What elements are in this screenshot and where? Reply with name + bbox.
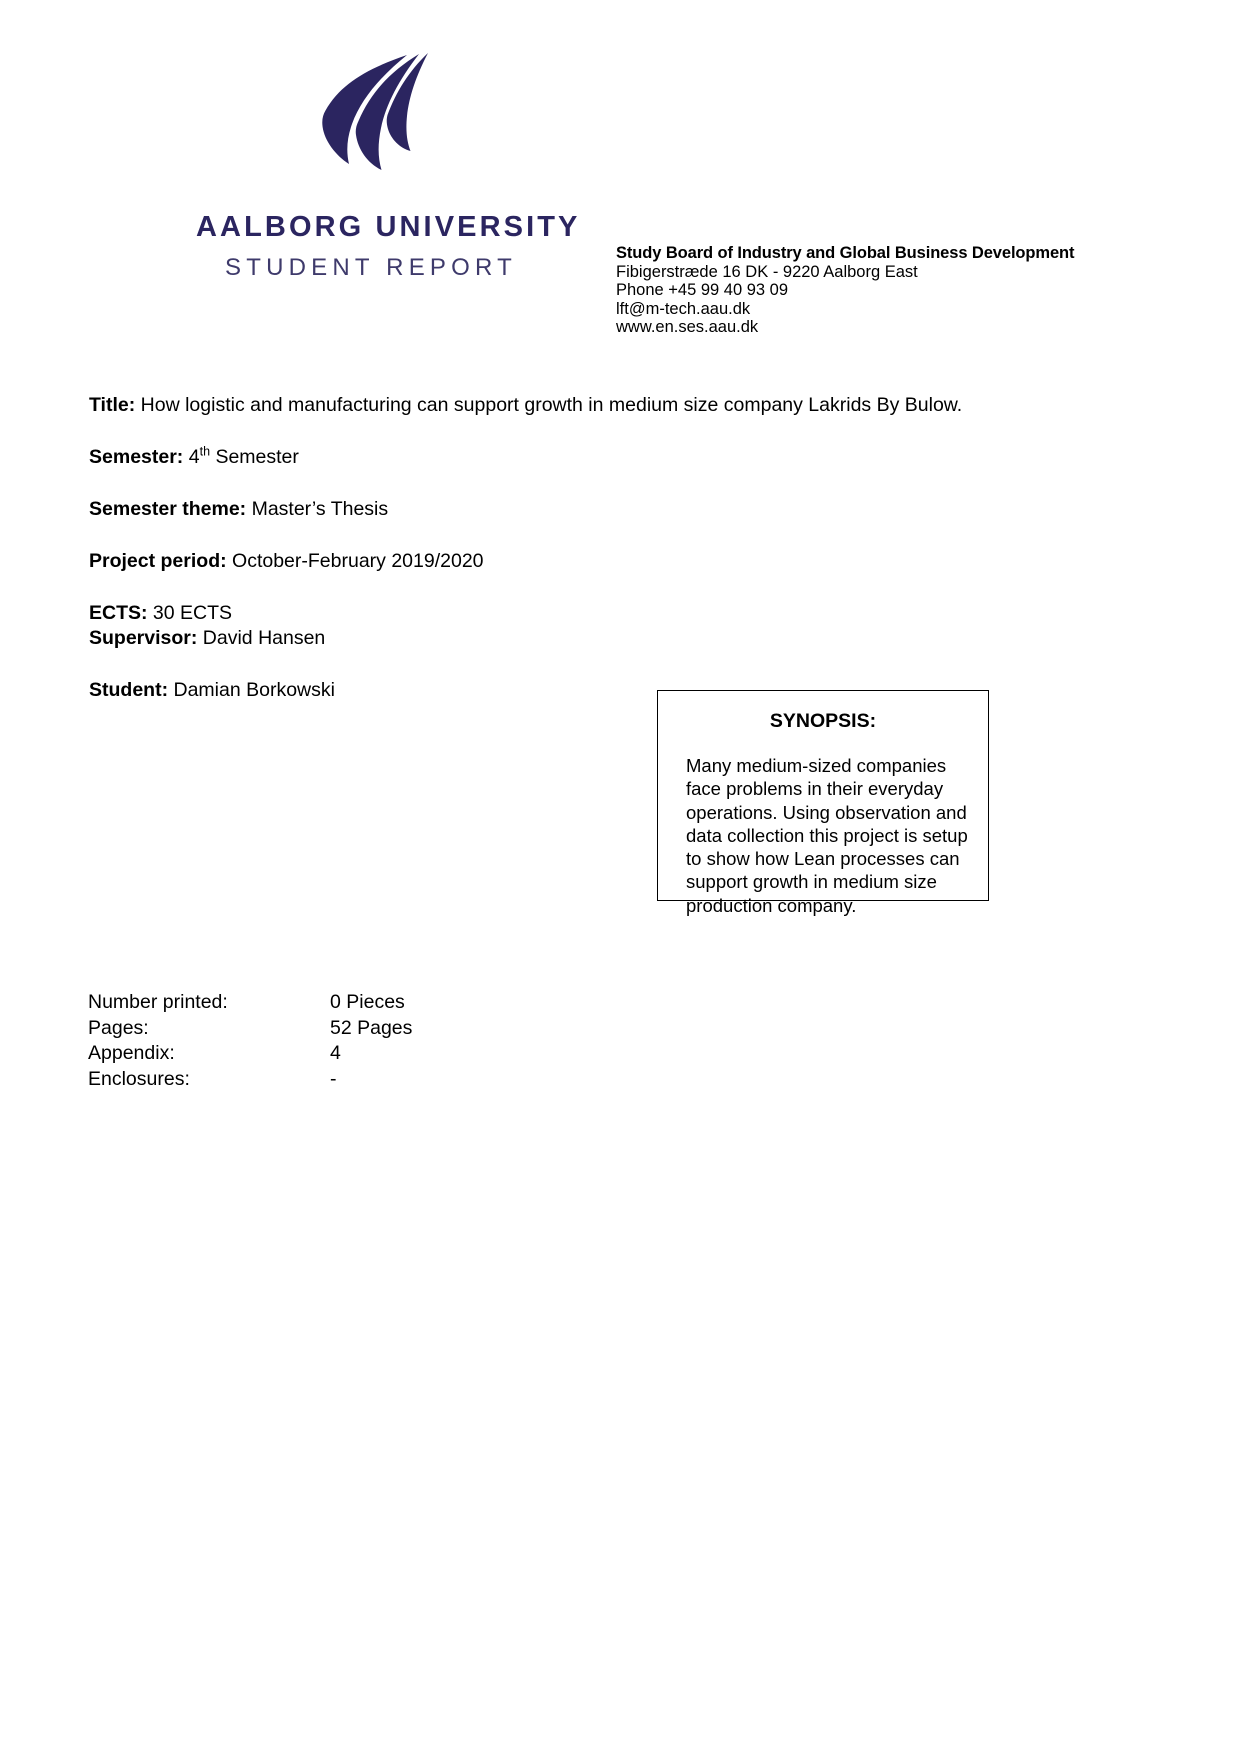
meta-label-title: Title:	[89, 394, 136, 416]
stats-label: Pages:	[88, 1016, 149, 1039]
study-board-website: www.en.ses.aau.dk	[616, 318, 759, 337]
meta-row-title	[89, 393, 989, 418]
meta-value-student: Damian Borkowski	[173, 679, 335, 701]
meta-label-student: Student:	[89, 679, 169, 701]
meta-value-supervisor: David Hansen	[202, 627, 326, 649]
university-logo-block	[196, 52, 581, 281]
study-board-email: lft@m-tech.aau.dk	[616, 299, 751, 318]
stats-row	[88, 1067, 412, 1093]
report-stats-block	[88, 990, 412, 1092]
logo-subtitle: STUDENT REPORT	[225, 253, 517, 281]
aalborg-university-seagull-logo-icon	[311, 52, 431, 174]
study-board-address: Fibigerstræde 16 DK - 9220 Aalborg East	[616, 262, 918, 281]
stats-row	[88, 990, 412, 1016]
synopsis-title: SYNOPSIS:	[769, 710, 877, 732]
stats-row	[88, 1041, 412, 1067]
stats-value: 52 Pages	[330, 1016, 413, 1039]
synopsis-body: Many medium-sized companies face problems in their everyday operations. Using observation and data collection this project is setup to show how Lean processes can support growth in medium size production company.	[686, 755, 968, 916]
report-metadata	[89, 393, 989, 730]
meta-row-ects	[89, 601, 989, 626]
meta-value-ects: 30 ECTS	[152, 602, 233, 624]
meta-value-title: How logistic and manufacturing can support growth in medium size company Lakrids By Bulow.	[140, 394, 963, 416]
stats-label: Appendix:	[88, 1042, 175, 1065]
meta-value-semester-number: 4	[188, 446, 200, 468]
meta-label-semester: Semester:	[89, 446, 184, 468]
meta-label-supervisor: Supervisor:	[89, 627, 198, 649]
meta-row-semester-theme	[89, 497, 989, 522]
study-board-phone: Phone +45 99 40 93 09	[616, 281, 789, 300]
meta-row-supervisor	[89, 626, 989, 651]
meta-value-project-period: October-February 2019/2020	[232, 550, 484, 572]
meta-value-semester-word: Semester	[210, 446, 299, 468]
meta-value-semester-theme: Master’s Thesis	[251, 498, 389, 520]
study-board-contact-block	[616, 244, 1096, 337]
stats-value: 4	[330, 1042, 341, 1065]
study-board-heading: Study Board of Industry and Global Business Development	[616, 244, 1075, 262]
stats-label: Enclosures:	[88, 1067, 190, 1090]
meta-value-semester-ordinal: th	[199, 444, 211, 459]
meta-label-ects: ECTS:	[89, 602, 148, 624]
meta-label-semester-theme: Semester theme:	[89, 498, 247, 520]
synopsis-box	[657, 690, 989, 916]
meta-row-semester	[89, 445, 989, 470]
stats-value: 0 Pieces	[330, 991, 405, 1013]
stats-label: Number printed:	[88, 991, 228, 1013]
meta-row-project-period	[89, 549, 989, 574]
stats-value: -	[330, 1067, 337, 1090]
logo-wordmark: AALBORG UNIVERSITY	[196, 211, 581, 243]
stats-row	[88, 1016, 412, 1042]
meta-label-project-period: Project period:	[89, 550, 227, 572]
